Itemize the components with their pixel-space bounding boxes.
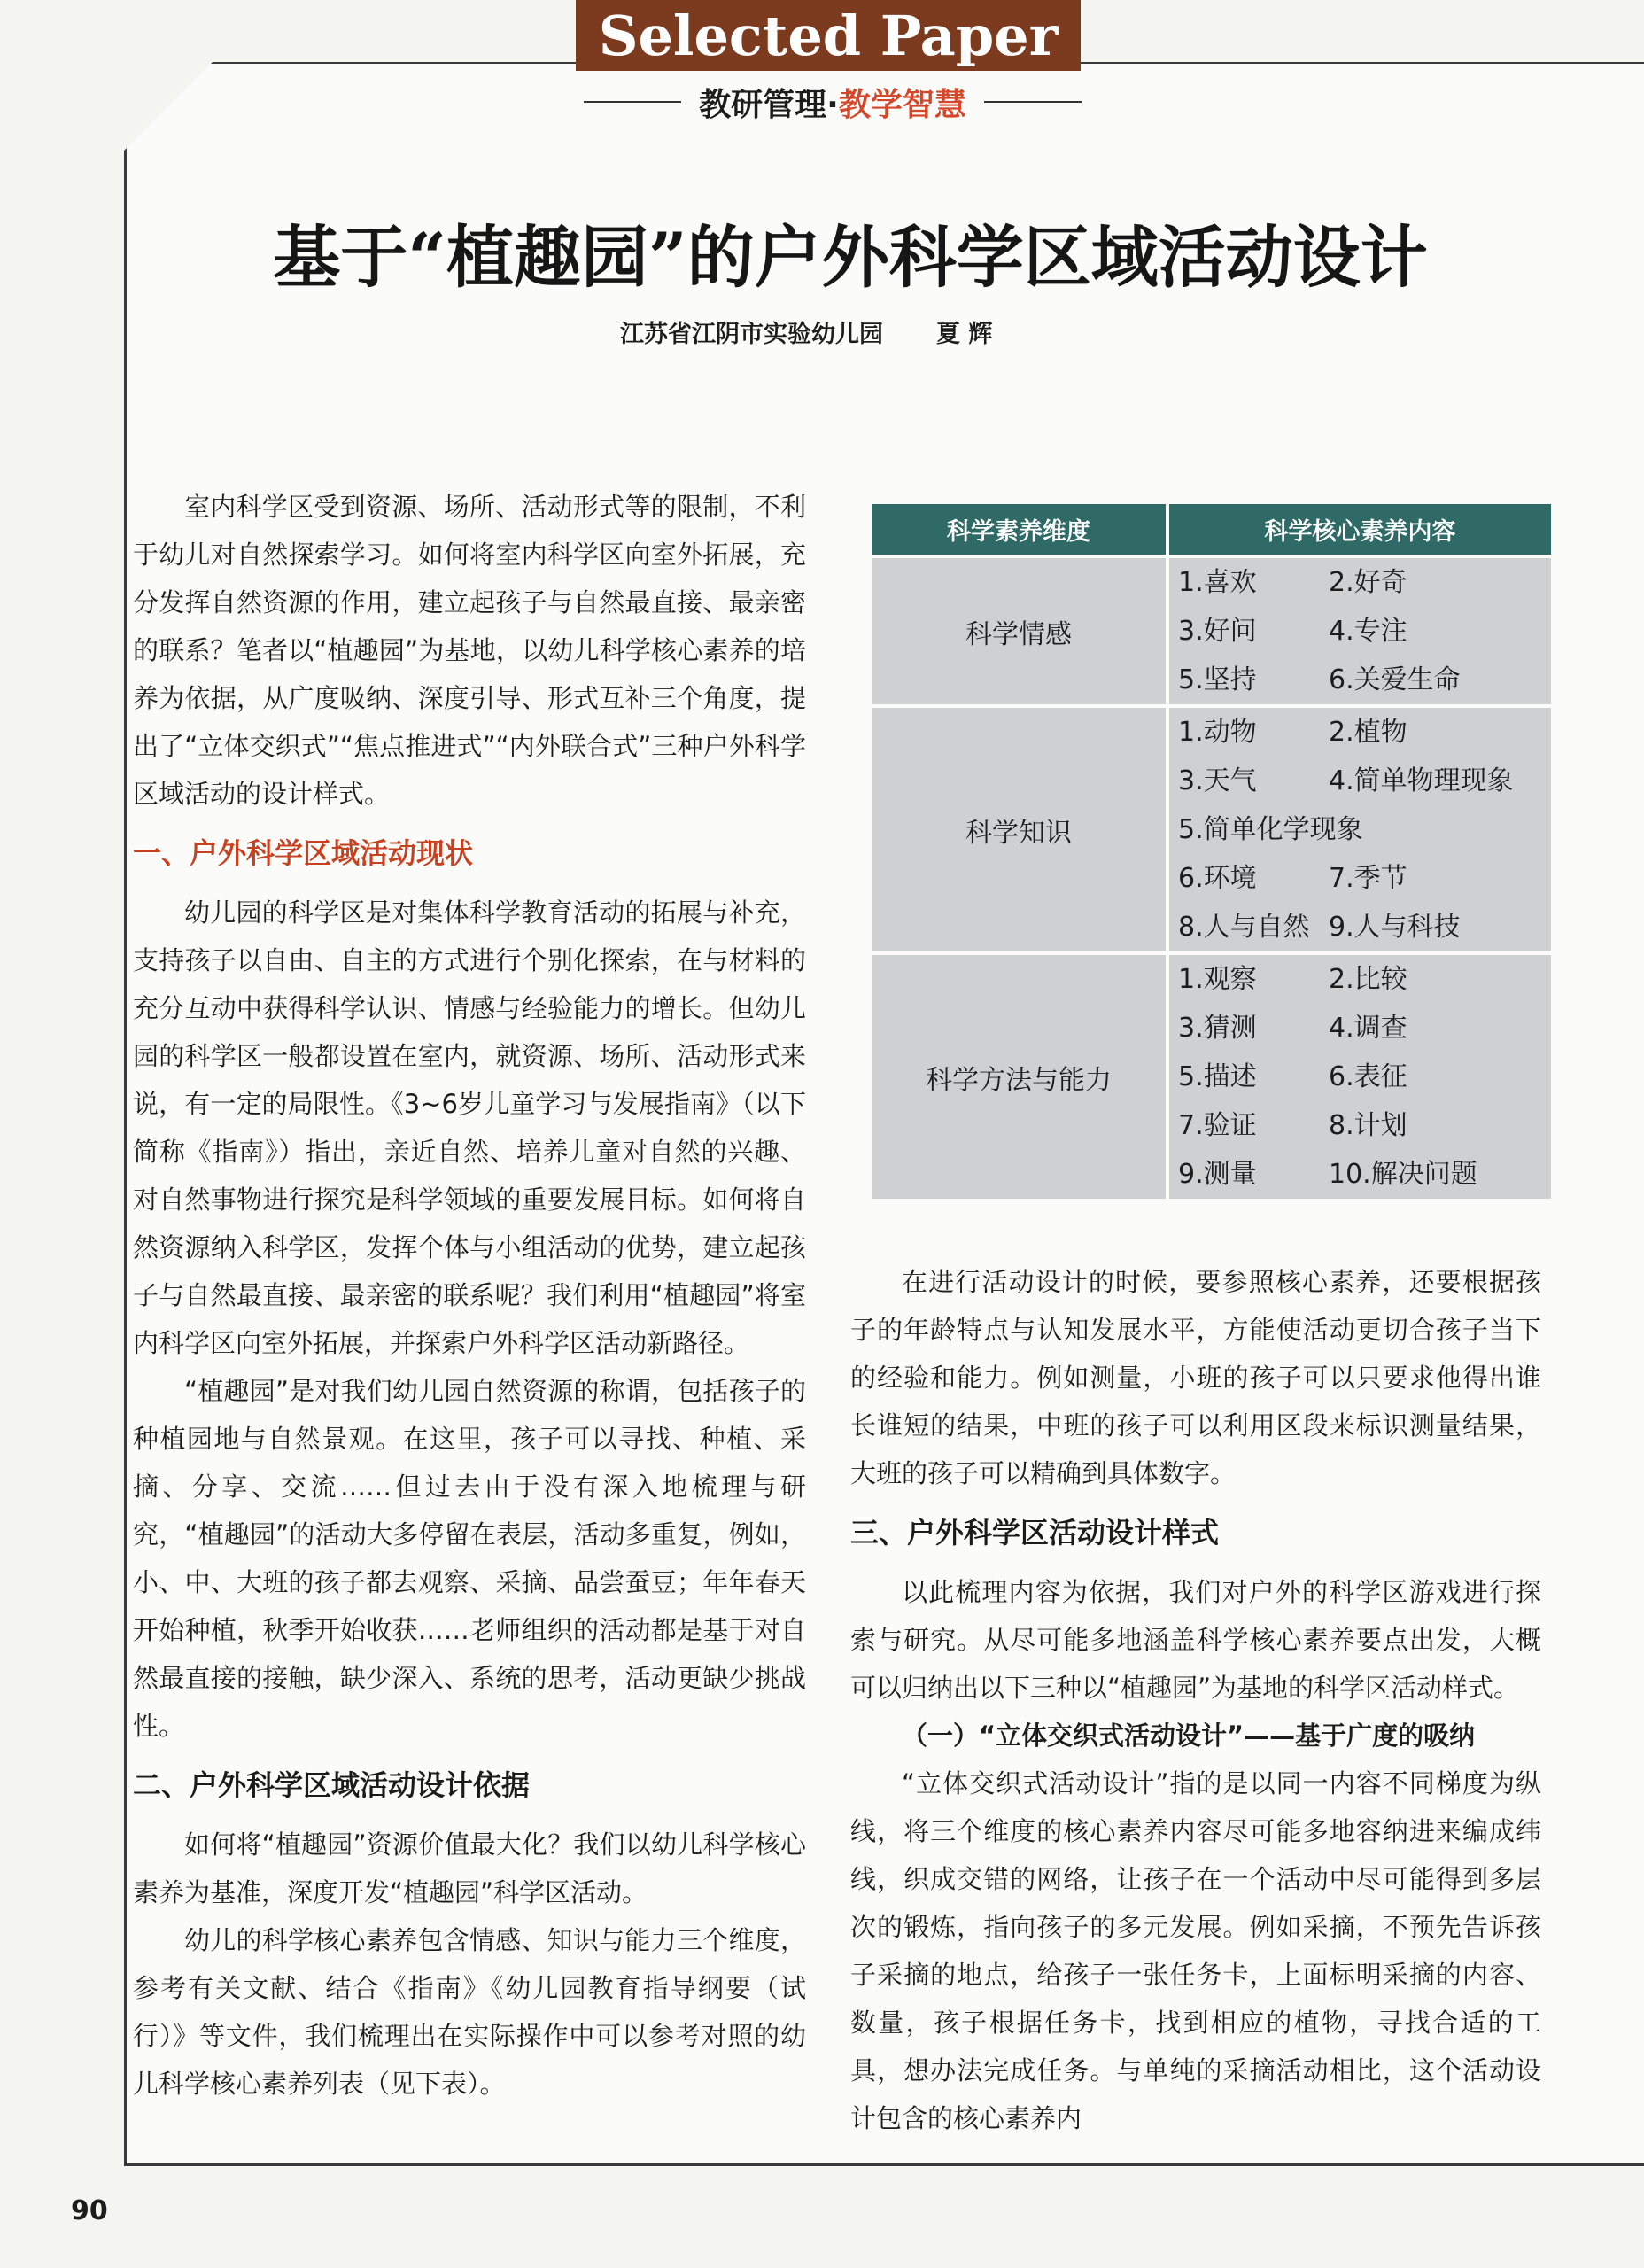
- table-item: 3.天气: [1178, 765, 1257, 796]
- table-item: 3.猜测: [1178, 1013, 1257, 1044]
- byline: [620, 315, 1240, 349]
- author-org: 江苏省江阴市实验幼儿园: [620, 321, 883, 348]
- table-item: 2.比较: [1329, 964, 1407, 995]
- table-item: 5.描述: [1178, 1061, 1257, 1092]
- core-literacy-table: [868, 501, 1555, 1202]
- table-item: 2.好奇: [1329, 567, 1407, 598]
- dimension-cell: 科学知识: [870, 706, 1167, 953]
- table-item: 10.解决问题: [1329, 1159, 1477, 1190]
- left-column: [133, 483, 806, 2108]
- table-item: 7.验证: [1178, 1110, 1257, 1141]
- table-item: 3.好问: [1178, 616, 1257, 647]
- table-item: 9.测量: [1178, 1159, 1257, 1190]
- right-column: [850, 1258, 1541, 2142]
- right-rule: [984, 101, 1082, 103]
- section-1-paragraph-1: 幼儿园的科学区是对集体科学教育活动的拓展与补充，支持孩子以自由、自主的方式进行个别化探索，在与材料的充分互动中获得科学认识、情感与经验能力的增长。但幼儿园的科学区一般都设置在室内，就资源、场所、活动形式来说，有一定的局限性。《3~6岁儿童学习与发展指南》（以下简称《指南》）指出，亲近自然、培养儿童对自然的兴趣、对自然事物进行探究是科学领域的重要发展目标。如何将自然资源纳入科学区，发挥个体与小组活动的优势，建立起孩子与自然最直接、最亲密的联系呢？我们利用“植趣园”将室内科学区向室外拓展，并探索户外科学区活动新路径。: [133, 897, 806, 1358]
- section-3-paragraph-1: 以此梳理内容为依据，我们对户外的科学区游戏进行探索与研究。从尽可能多地涵盖科学核心素养要点出发，大概可以归纳出以下三种以“植趣园”为基地的科学区活动样式。: [850, 1577, 1541, 1703]
- column-name-primary: 教研管理·: [699, 86, 839, 123]
- table-item: 6.表征: [1329, 1061, 1407, 1092]
- table-item: 7.季节: [1329, 863, 1407, 894]
- table-followup-paragraph: 在进行活动设计的时候，要参照核心素养，还要根据孩子的年龄特点与认知发展水平，方能使活动更切合孩子当下的经验和能力。例如测量，小班的孩子可以只要求他得出谁长谁短的结果，中班的孩子可以利用区段来标识测量结果，大班的孩子可以精确到具体数字。: [850, 1267, 1541, 1488]
- section-1-heading: 一、户外科学区域活动现状: [133, 836, 474, 870]
- table-item: 4.简单物理现象: [1329, 765, 1514, 796]
- subsection-1-heading: （一）“立体交织式活动设计”——基于广度的吸纳: [902, 1720, 1476, 1751]
- table-item: 6.关爱生命: [1329, 664, 1461, 695]
- left-rule: [584, 101, 681, 103]
- table-header-dimension: 科学素养维度: [870, 502, 1167, 556]
- table-header-content: 科学核心素养内容: [1167, 502, 1553, 556]
- table-item: 4.调查: [1329, 1013, 1407, 1044]
- table-item: 5.坚持: [1178, 664, 1257, 695]
- table-item: 8.人与自然: [1178, 912, 1310, 943]
- table-item: 9.人与科技: [1329, 912, 1461, 943]
- folded-corner: [124, 62, 213, 151]
- section-2-heading: 二、户外科学区域活动设计依据: [133, 1768, 531, 1802]
- article-title: 基于“植趣园”的户外科学区域活动设计: [273, 218, 1428, 297]
- author-name: 夏 辉: [936, 321, 993, 348]
- table-item: 6.环境: [1178, 863, 1257, 894]
- column-name-accent: 教学智慧: [838, 86, 966, 123]
- section-3-heading: 三、户外科学区活动设计样式: [850, 1516, 1220, 1550]
- section-2-paragraph-2: 幼儿的科学核心素养包含情感、知识与能力三个维度，参考有关文献、结合《指南》《幼儿园教育指导纲要（试行）》等文件，我们梳理出在实际操作中可以参考对照的幼儿科学核心素养列表（见下表）。: [133, 1925, 806, 2099]
- table-item: 1.动物: [1178, 717, 1257, 748]
- intro-paragraph: 室内科学区受到资源、场所、活动形式等的限制，不利于幼儿对自然探索学习。如何将室内科学区向室外拓展，充分发挥自然资源的作用，建立起孩子与自然最直接、最亲密的联系？笔者以“植趣园”为基地，以幼儿科学核心素养的培养为依据，从广度吸纳、深度引导、形式互补三个角度，提出了“立体交织式”“焦点推进式”“内外联合式”三种户外科学区域活动的设计样式。: [133, 492, 806, 809]
- dimension-cell: 科学情感: [870, 556, 1167, 706]
- column-name: [567, 80, 1098, 124]
- table-item: 1.喜欢: [1178, 567, 1257, 598]
- section-1-paragraph-2: “植趣园”是对我们幼儿园自然资源的称谓，包括孩子的种植园地与自然景观。在这里，孩子可以寻找、种植、采摘、分享、交流……但过去由于没有深入地梳理与研究，“植趣园”的活动大多停留在表层，活动多重复，例如，小、中、大班的孩子都去观察、采摘、品尝蚕豆；年年春天开始种植，秋季开始收获……老师组织的活动都是基于对自然最直接的接触，缺少深入、系统的思考，活动更缺少挑战性。: [133, 1376, 806, 1741]
- table-item: 1.观察: [1178, 964, 1257, 995]
- table-item: 4.专注: [1329, 616, 1407, 647]
- table-item: 5.简单化学现象: [1178, 814, 1363, 845]
- page-number: 90: [71, 2195, 108, 2226]
- section-banner: Selected Paper: [576, 0, 1081, 71]
- dimension-cell: 科学方法与能力: [870, 953, 1167, 1200]
- table-item: 8.计划: [1329, 1110, 1407, 1141]
- section-2-paragraph-1: 如何将“植趣园”资源价值最大化？我们以幼儿科学核心素养为基准，深度开发“植趣园”科学区活动。: [133, 1829, 806, 1907]
- subsection-1-paragraph: “立体交织式活动设计”指的是以同一内容不同梯度为纵线，将三个维度的核心素养内容尽可能多地容纳进来编成纬线，织成交错的网络，让孩子在一个活动中尽可能得到多层次的锻炼，指向孩子的多元发展。例如采摘，不预先告诉孩子采摘的地点，给孩子一张任务卡，上面标明采摘的内容、数量，孩子根据任务卡，找到相应的植物，寻找合适的工具，想办法完成任务。与单纯的采摘活动相比，这个活动设计包含的核心素养内: [850, 1768, 1541, 2133]
- table-item: 2.植物: [1329, 717, 1407, 748]
